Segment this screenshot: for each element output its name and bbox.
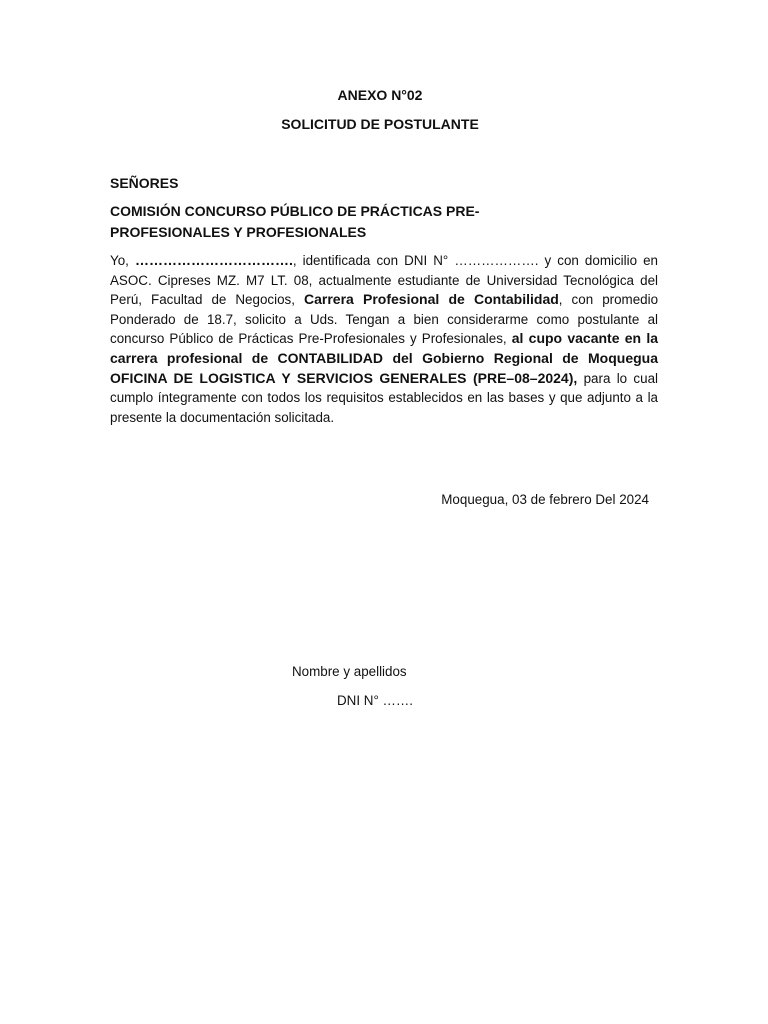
signature-name-label: Nombre y apellidos <box>292 664 407 679</box>
date-line: Moquegua, 03 de febrero Del 2024 <box>441 492 649 507</box>
document-title: ANEXO N°02 <box>337 87 423 103</box>
document-subtitle: SOLICITUD DE POSTULANTE <box>281 116 479 132</box>
career-name: Carrera Profesional de Contabilidad <box>303 291 559 308</box>
paragraph-text-2: , identificada con DNI N° ………………. y con domicilio en ASOC. Cipreses MZ. M7 LT. 08, actualmente estudiante de Universidad Tecnológica del Perú, Facultad de Negocios, <box>110 253 658 308</box>
commission-heading: COMISIÓN CONCURSO PÚBLICO DE PRÁCTICAS PRE-PROFESIONALES Y PROFESIONALES <box>110 203 480 240</box>
request-paragraph <box>110 251 658 427</box>
addressee-heading: SEÑORES <box>110 175 179 191</box>
paragraph-text-4: para lo cual cumplo íntegramente con todos los requisitos establecidos en las bases y que adjunto a la presente la documentación solicitada. <box>110 370 658 425</box>
signature-dni-label: DNI N° ……. <box>337 693 414 708</box>
vacancy-description: al cupo vacante en la carrera profesional de CONTABILIDAD del Gobierno Regional de Moquegua OFICINA DE LOGISTICA Y SERVICIOS GENERALES (PRE–08–2024), <box>110 330 658 386</box>
paragraph-text-3: , con promedio Ponderado de 18.7, solicito a Uds. Tengan a bien considerarme como postulante al concurso Público de Prácticas Pre-Profesionales y Profesionales, <box>110 292 659 347</box>
name-blank: ……………………………. <box>134 252 293 268</box>
paragraph-text-1: Yo, <box>110 253 135 268</box>
